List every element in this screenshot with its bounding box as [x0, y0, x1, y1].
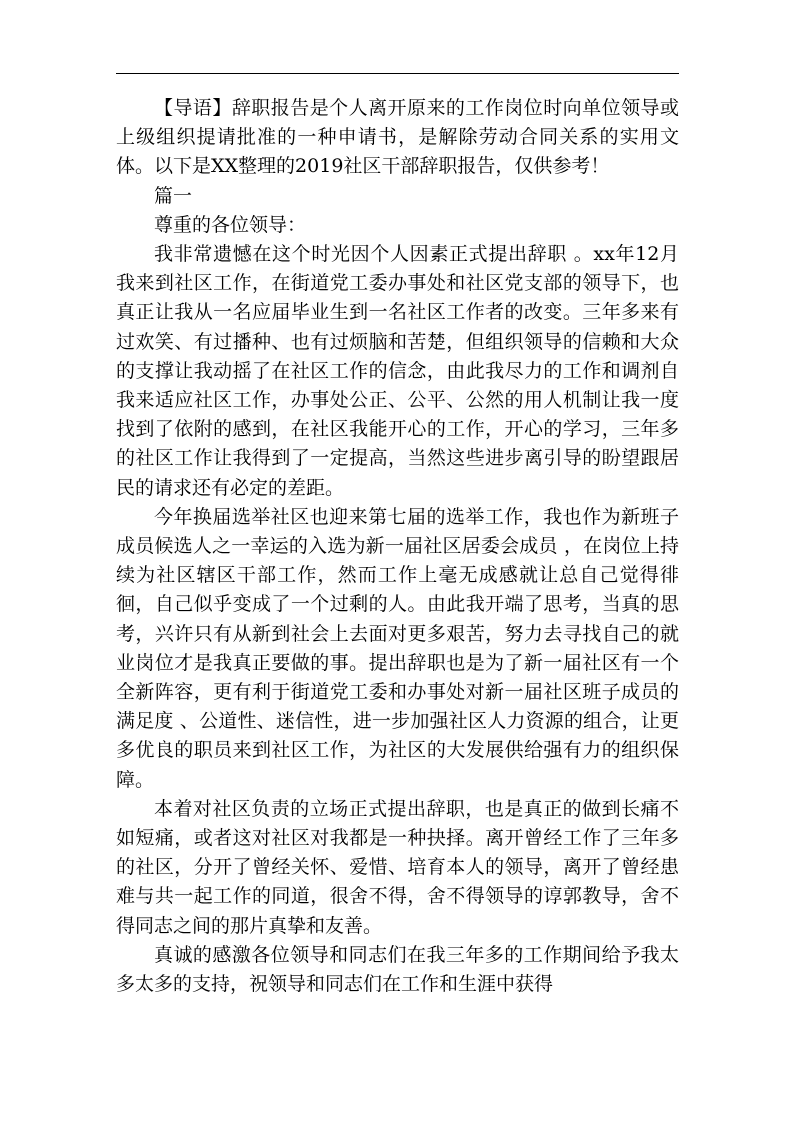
intro-paragraph: 【导语】辞职报告是个人离开原来的工作岗位时向单位领导或上级组织提请批准的一种申请书，是解除劳动合同关系的实用文体。以下是XX整理的2019社区干部辞职报告，仅供参考！: [116, 97, 679, 178]
body-paragraph: 真诚的感激各位领导和同志们在我三年多的工作期间给予我太多太多的支持，祝领导和同志们在工作和生涯中获得: [116, 943, 679, 996]
section-heading: 篇一: [154, 184, 193, 207]
header-rule: [116, 73, 679, 74]
document-body: [116, 94, 679, 999]
body-paragraph: 本着对社区负责的立场正式提出辞职，也是真正的做到长痛不如短痛，或者这对社区对我都是一种抉择。离开曾经工作了三年多的社区，分开了曾经关怀、爱惜、培育本人的领导，离开了曾经患难与共一起工作的同道，很舍不得，舍不得领导的谆郭教导，舍不得同志之间的那片真挚和友善。: [116, 797, 679, 937]
body-paragraph: 今年换届选举社区也迎来第七届的选举工作，我也作为新班子成员候选人之一幸运的入选为新一届社区居委会成员 ，在岗位上持续为社区辖区干部工作，然而工作上毫无成感就让总自己觉得徘徊，自己似乎变成了一个过剩的人。由此我开端了思考，当真的思考，兴许只有从新到社会上去面对更多艰苦，努力去寻找自己的就业岗位才是我真正要做的事。提出辞职也是为了新一届社区有一个全新阵容，更有利于街道党工委和办事处对新一届社区班子成员的满足度 、公道性、迷信性，进一步加强社区人力资源的组合，让更多优良的职员来到社区工作，为社区的大发展供给强有力的组织保障。: [116, 505, 679, 791]
salutation: 尊重的各位领导：: [154, 213, 307, 236]
body-paragraph: 我非常遗憾在这个时光因个人因素正式提出辞职 。xx年12月我来到社区工作，在街道党工委办事处和社区党支部的领导下，也真正让我从一名应届毕业生到一名社区工作者的改变。三年多来有过欢笑、有过播种、也有过烦脑和苦楚，但组织领导的信赖和大众的支撑让我动摇了在社区工作的信念，由此我尽力的工作和调剂自我来适应社区工作，办事处公正、公平、公然的用人机制让我一度找到了依附的感到，在社区我能开心的工作，开心的学习，三年多的社区工作让我得到了一定提高，当然这些进步离引导的盼望跟居民的请求还有必定的差距。: [116, 243, 679, 499]
